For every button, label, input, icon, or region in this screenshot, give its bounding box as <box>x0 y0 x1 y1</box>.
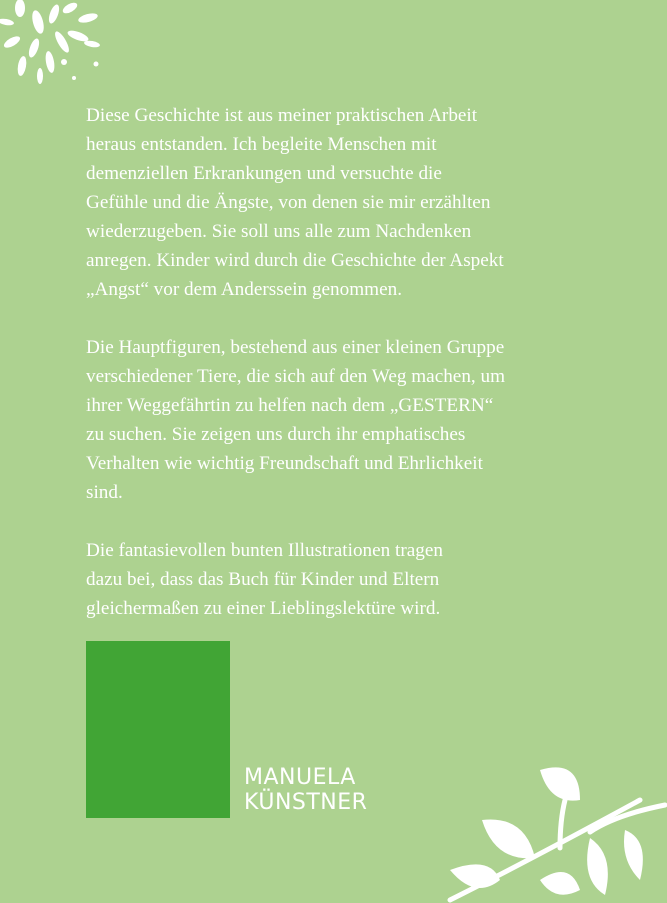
green-color-block <box>86 641 230 818</box>
author-name <box>244 765 367 815</box>
author-last-name: KÜNSTNER <box>244 790 368 815</box>
flower-icon <box>0 0 110 90</box>
leaf-branch-icon <box>440 760 667 903</box>
author-first-name: MANUELA <box>244 765 356 790</box>
paragraph-1: Diese Geschichte ist aus meiner praktischen Arbeit heraus entstanden. Ich begleite Menschen mit demenziellen Erkrankungen und versuchte die Gefühle und die Ängste, von denen sie mir erzählten wiederzugeben. Sie soll uns alle zum Nachdenken anregen. Kinder wird durch die Geschichte der Aspekt „Angst“ vor dem Anderssein genommen. <box>86 105 504 300</box>
paragraph-3: Die fantasievollen bunten Illustrationen tragen dazu bei, dass das Buch für Kinder und Eltern gleichermaßen zu einer Lieblingslektüre wird. <box>86 540 443 619</box>
paragraph-2: Die Hauptfiguren, bestehend aus einer kleinen Gruppe verschiedener Tiere, die sich auf den Weg machen, um ihrer Weggefährtin zu helfen nach dem „GESTERN“ zu suchen. Sie zeigen uns durch ihr emphatisches Verhalten wie wichtig Freundschaft und Ehrlichkeit sind. <box>86 337 506 503</box>
description-text <box>86 101 626 652</box>
